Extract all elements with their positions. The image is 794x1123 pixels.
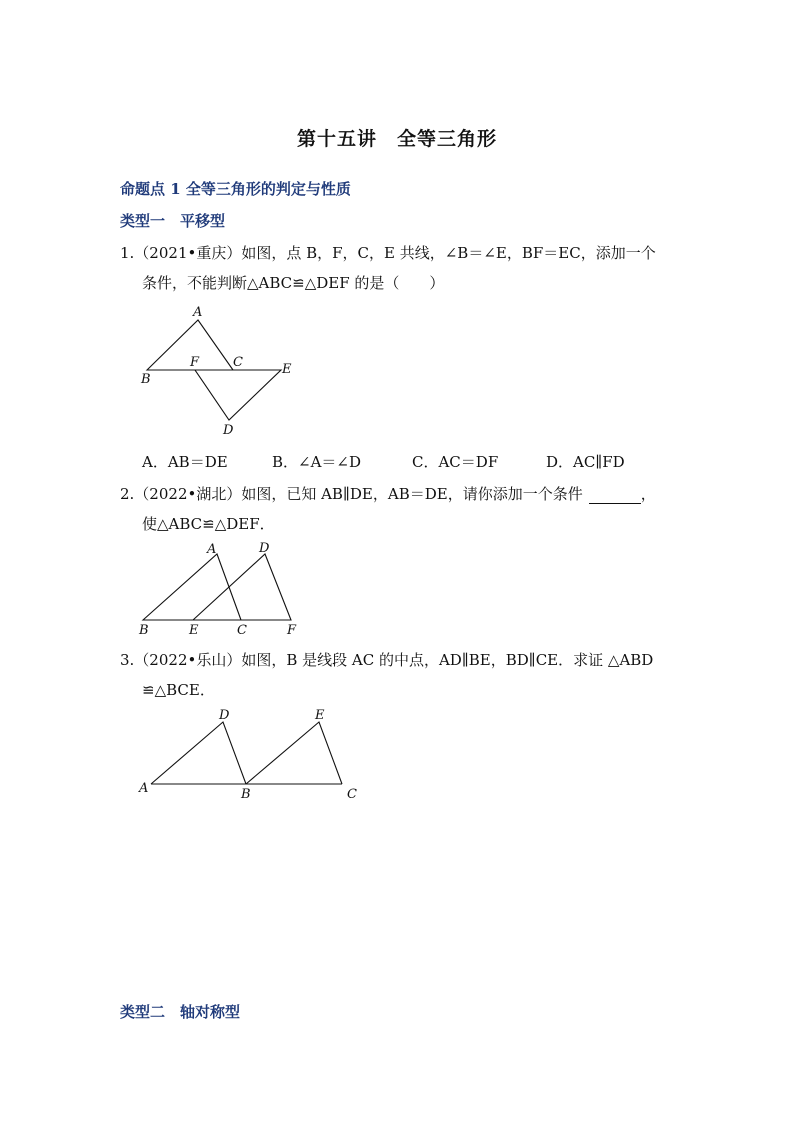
page-title: 第十五讲 全等三角形: [296, 128, 497, 150]
q1-line2: 条件，不能判断△ABC≌△DEF 的是（ ）: [142, 274, 445, 292]
q1-line1: 1.（2021•重庆）如图，点 B，F，C，E 共线，∠B＝∠E，BF＝EC，添加一个: [120, 244, 656, 262]
q1-option-b: B．∠A＝∠D: [272, 453, 362, 471]
q2-figure: [135, 538, 310, 638]
q1-option-c: C．AC＝DF: [412, 453, 499, 471]
q1-label-d: D: [223, 423, 234, 438]
q2-label-d: D: [259, 541, 270, 556]
q2-label-b: B: [139, 623, 149, 638]
section-heading: 命题点 1 全等三角形的判定与性质: [120, 180, 351, 198]
q3-line2: ≌△BCE．: [142, 681, 215, 699]
q1-option-d: D．AC∥FD: [546, 453, 625, 471]
q2-line2: 使△ABC≌△DEF．: [142, 515, 275, 533]
q2-triangle-abc: [143, 554, 241, 620]
q3-label-a: A: [139, 781, 149, 796]
type-heading-2: 类型二 轴对称型: [120, 1003, 241, 1021]
q1-label-e: E: [282, 362, 292, 377]
q2-answer-blank[interactable]: [589, 489, 641, 504]
q3-line1: 3.（2022•乐山）如图，B 是线段 AC 的中点，AD∥BE，BD∥CE．求证 △ABD: [120, 651, 654, 669]
q2-label-c: C: [237, 623, 247, 638]
q1-label-a: A: [193, 305, 203, 320]
q1-label-c: C: [233, 355, 243, 370]
q2-label-e: E: [189, 623, 199, 638]
q1-figure: [135, 300, 305, 440]
q2-line1-end: ，: [640, 485, 656, 503]
type-heading-1: 类型一 平移型: [120, 212, 226, 230]
q1-label-f: F: [190, 355, 200, 370]
q2-line1-text: 2.（2022•湖北）如图，已知 AB∥DE，AB＝DE，请你添加一个条件: [120, 485, 583, 503]
q1-label-b: B: [141, 372, 151, 387]
q3-label-d: D: [219, 708, 230, 723]
q2-label-f: F: [287, 623, 297, 638]
q1-triangle-def: [195, 370, 281, 420]
q3-label-b: B: [241, 787, 251, 802]
q3-label-c: C: [347, 787, 357, 802]
q3-figure: [135, 704, 365, 804]
q2-line1: [120, 483, 656, 504]
q3-triangle-abd: [151, 722, 246, 784]
q1-option-a: A．AB＝DE: [142, 453, 228, 471]
q2-label-a: A: [207, 542, 217, 557]
q3-label-e: E: [315, 708, 325, 723]
q2-triangle-def: [193, 554, 291, 620]
q3-triangle-bce: [246, 722, 342, 784]
